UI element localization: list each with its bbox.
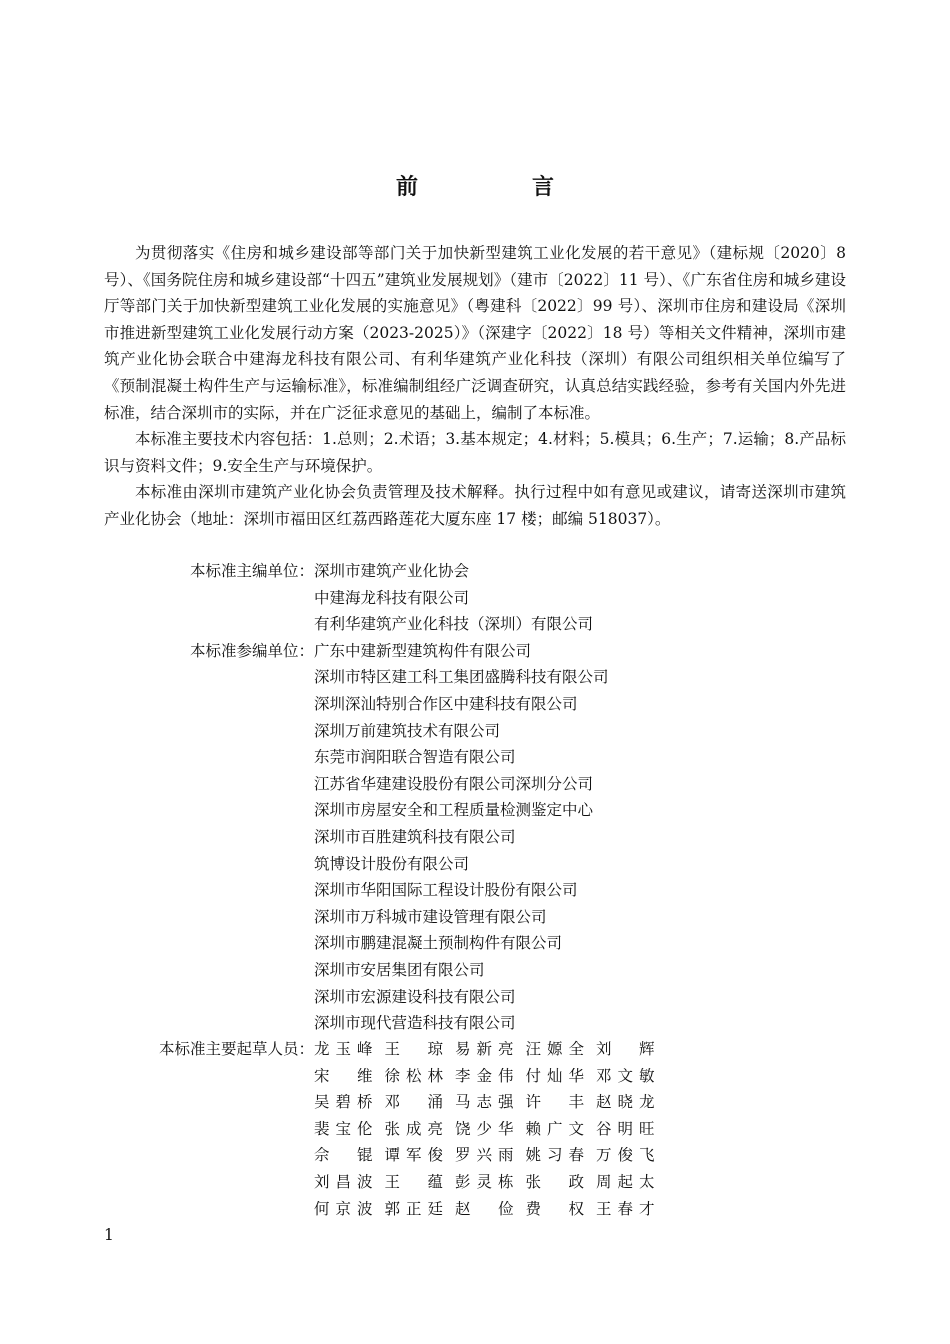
participating-unit-row <box>104 824 846 851</box>
drafter-row <box>104 1116 846 1143</box>
drafter-row <box>104 1089 846 1116</box>
participating-unit: 深圳深汕特别合作区中建科技有限公司 <box>314 694 578 713</box>
participating-unit-row <box>104 1010 846 1037</box>
participating-unit: 深圳市现代营造科技有限公司 <box>314 1014 516 1033</box>
participating-unit: 深圳市安居集团有限公司 <box>314 960 485 979</box>
drafter-name: 费权 <box>525 1199 584 1218</box>
drafter-name: 许丰 <box>525 1093 584 1112</box>
drafter-name: 王琼 <box>384 1040 443 1058</box>
participating-unit: 广东中建新型建筑构件有限公司 <box>314 641 532 660</box>
drafter-row <box>104 1169 846 1196</box>
drafter-name: 郭正廷 <box>384 1199 443 1218</box>
participating-unit-row <box>104 771 846 798</box>
participating-unit-row <box>104 744 846 771</box>
units-list <box>104 558 846 1037</box>
drafter-name: 刘昌波 <box>314 1172 373 1191</box>
chief-units-label: 本标准主编单位： <box>189 562 314 580</box>
drafter-name: 谭军俊 <box>384 1146 443 1165</box>
drafter-name: 周起太 <box>596 1172 655 1191</box>
drafters-label: 本标准主要起草人员： <box>158 1040 314 1058</box>
drafter-name: 易新亮 <box>455 1040 514 1058</box>
drafter-name: 王春才 <box>596 1199 655 1218</box>
participating-unit: 筑博设计股份有限公司 <box>314 854 470 873</box>
participating-unit: 深圳市百胜建筑科技有限公司 <box>314 827 516 846</box>
participating-units-label: 本标准参编单位： <box>189 641 314 660</box>
chief-unit-row <box>104 558 846 585</box>
drafter-name: 龙玉峰 <box>314 1040 373 1058</box>
participating-unit-row <box>104 691 846 718</box>
drafter-name: 宋维 <box>314 1066 373 1085</box>
paragraph-management: 本标准由深圳市建筑产业化协会负责管理及技术解释。执行过程中如有意见或建议，请寄送深圳市建筑产业化协会（地址：深圳市福田区红荔西路莲花大厦东座 17 楼；邮编 518037）。 <box>104 483 846 528</box>
drafter-row <box>104 1036 846 1063</box>
drafter-name: 汪嫄全 <box>525 1040 584 1058</box>
page-number: 1 <box>104 1226 114 1244</box>
drafter-name: 罗兴雨 <box>455 1146 514 1165</box>
chief-unit-row <box>104 585 846 612</box>
drafter-name: 谷明旺 <box>596 1119 655 1138</box>
drafter-name: 裴宝伦 <box>314 1119 373 1138</box>
drafter-name: 张成亮 <box>384 1119 443 1138</box>
drafter-name: 赵晓龙 <box>596 1093 655 1112</box>
drafter-name: 张政 <box>525 1172 584 1191</box>
drafter-name: 姚习春 <box>525 1146 584 1165</box>
drafter-name: 佘锟 <box>314 1146 373 1165</box>
drafter-name: 邓涌 <box>384 1093 443 1112</box>
drafter-name: 徐松林 <box>384 1066 443 1085</box>
paragraph-technical-content: 本标准主要技术内容包括：1.总则；2.术语；3.基本规定；4.材料；5.模具；6.生产；7.运输；8.产品标识与资料文件；9.安全生产与环境保护。 <box>104 430 846 475</box>
drafter-name: 付灿华 <box>525 1066 584 1085</box>
drafter-name: 赖广文 <box>525 1119 584 1138</box>
drafter-name: 刘辉 <box>596 1040 655 1058</box>
participating-unit: 深圳市华阳国际工程设计股份有限公司 <box>314 881 578 900</box>
participating-unit-row <box>104 797 846 824</box>
drafter-name: 吴碧桥 <box>314 1093 373 1112</box>
participating-unit-row <box>104 664 846 691</box>
drafter-name: 饶少华 <box>455 1119 514 1138</box>
chief-unit: 有利华建筑产业化科技（深圳）有限公司 <box>314 615 594 634</box>
participating-unit-row <box>104 957 846 984</box>
participating-unit-row <box>104 638 846 665</box>
drafter-name: 李金伟 <box>455 1066 514 1085</box>
drafter-name: 马志强 <box>455 1093 514 1112</box>
participating-unit-row <box>104 877 846 904</box>
participating-unit-row <box>104 851 846 878</box>
participating-unit-row <box>104 718 846 745</box>
participating-unit: 深圳市房屋安全和工程质量检测鉴定中心 <box>314 801 594 820</box>
participating-unit: 东莞市润阳联合智造有限公司 <box>314 748 516 767</box>
drafter-name: 邓文敏 <box>596 1066 655 1085</box>
chief-unit-row <box>104 611 846 638</box>
drafter-name: 彭灵栋 <box>455 1172 514 1191</box>
participating-unit: 深圳市特区建工科工集团盛腾科技有限公司 <box>314 668 609 687</box>
drafter-row <box>104 1142 846 1169</box>
paragraph-background: 为贯彻落实《住房和城乡建设部等部门关于加快新型建筑工业化发展的若干意见》（建标规〔2020〕8 号）、《国务院住房和城乡建设部“十四五”建筑业发展规划》（建市〔2022〕11 号）、《广东省住房和城乡建设厅等部门关于加快新型建筑工业化发展的实施意见》（粤建科〔2022〕99 号）、深圳市住房和建设局《深圳市推进新型建筑工业化发展行动方案（2023-2025）》（深建字〔2022〕18 号）等相关文件精神，深圳市建筑产业化协会联合中建海龙科技有限公司、有利华建筑产业化科技（深圳）有限公司组织相关单位编写了《预制混凝土构件生产与运输标准》，标准编制组经广泛调查研究，认真总结实践经验，参考有关国内外先进标准，结合深圳市的实际，并在广泛征求意见的基础上，编制了本标准。 <box>104 244 846 422</box>
drafter-name: 赵俭 <box>455 1199 514 1218</box>
drafter-name: 何京波 <box>314 1199 373 1218</box>
participating-unit: 江苏省华建建设股份有限公司深圳分公司 <box>314 774 594 793</box>
preface-body <box>104 240 846 533</box>
participating-unit-row <box>104 904 846 931</box>
drafter-row <box>104 1196 846 1223</box>
drafter-name: 王蕴 <box>384 1172 443 1191</box>
chief-unit: 中建海龙科技有限公司 <box>314 588 470 607</box>
participating-unit: 深圳市万科城市建设管理有限公司 <box>314 907 547 926</box>
participating-unit-row <box>104 984 846 1011</box>
drafters-list <box>104 1036 846 1222</box>
drafter-name: 万俊飞 <box>596 1146 655 1165</box>
participating-unit: 深圳万前建筑技术有限公司 <box>314 721 501 740</box>
chief-unit: 深圳市建筑产业化协会 <box>314 562 470 580</box>
participating-unit: 深圳市鹏建混凝土预制构件有限公司 <box>314 934 563 953</box>
page-title: 前 言 <box>395 174 600 200</box>
participating-unit-row <box>104 930 846 957</box>
participating-unit: 深圳市宏源建设科技有限公司 <box>314 987 516 1006</box>
drafter-row <box>104 1063 846 1090</box>
